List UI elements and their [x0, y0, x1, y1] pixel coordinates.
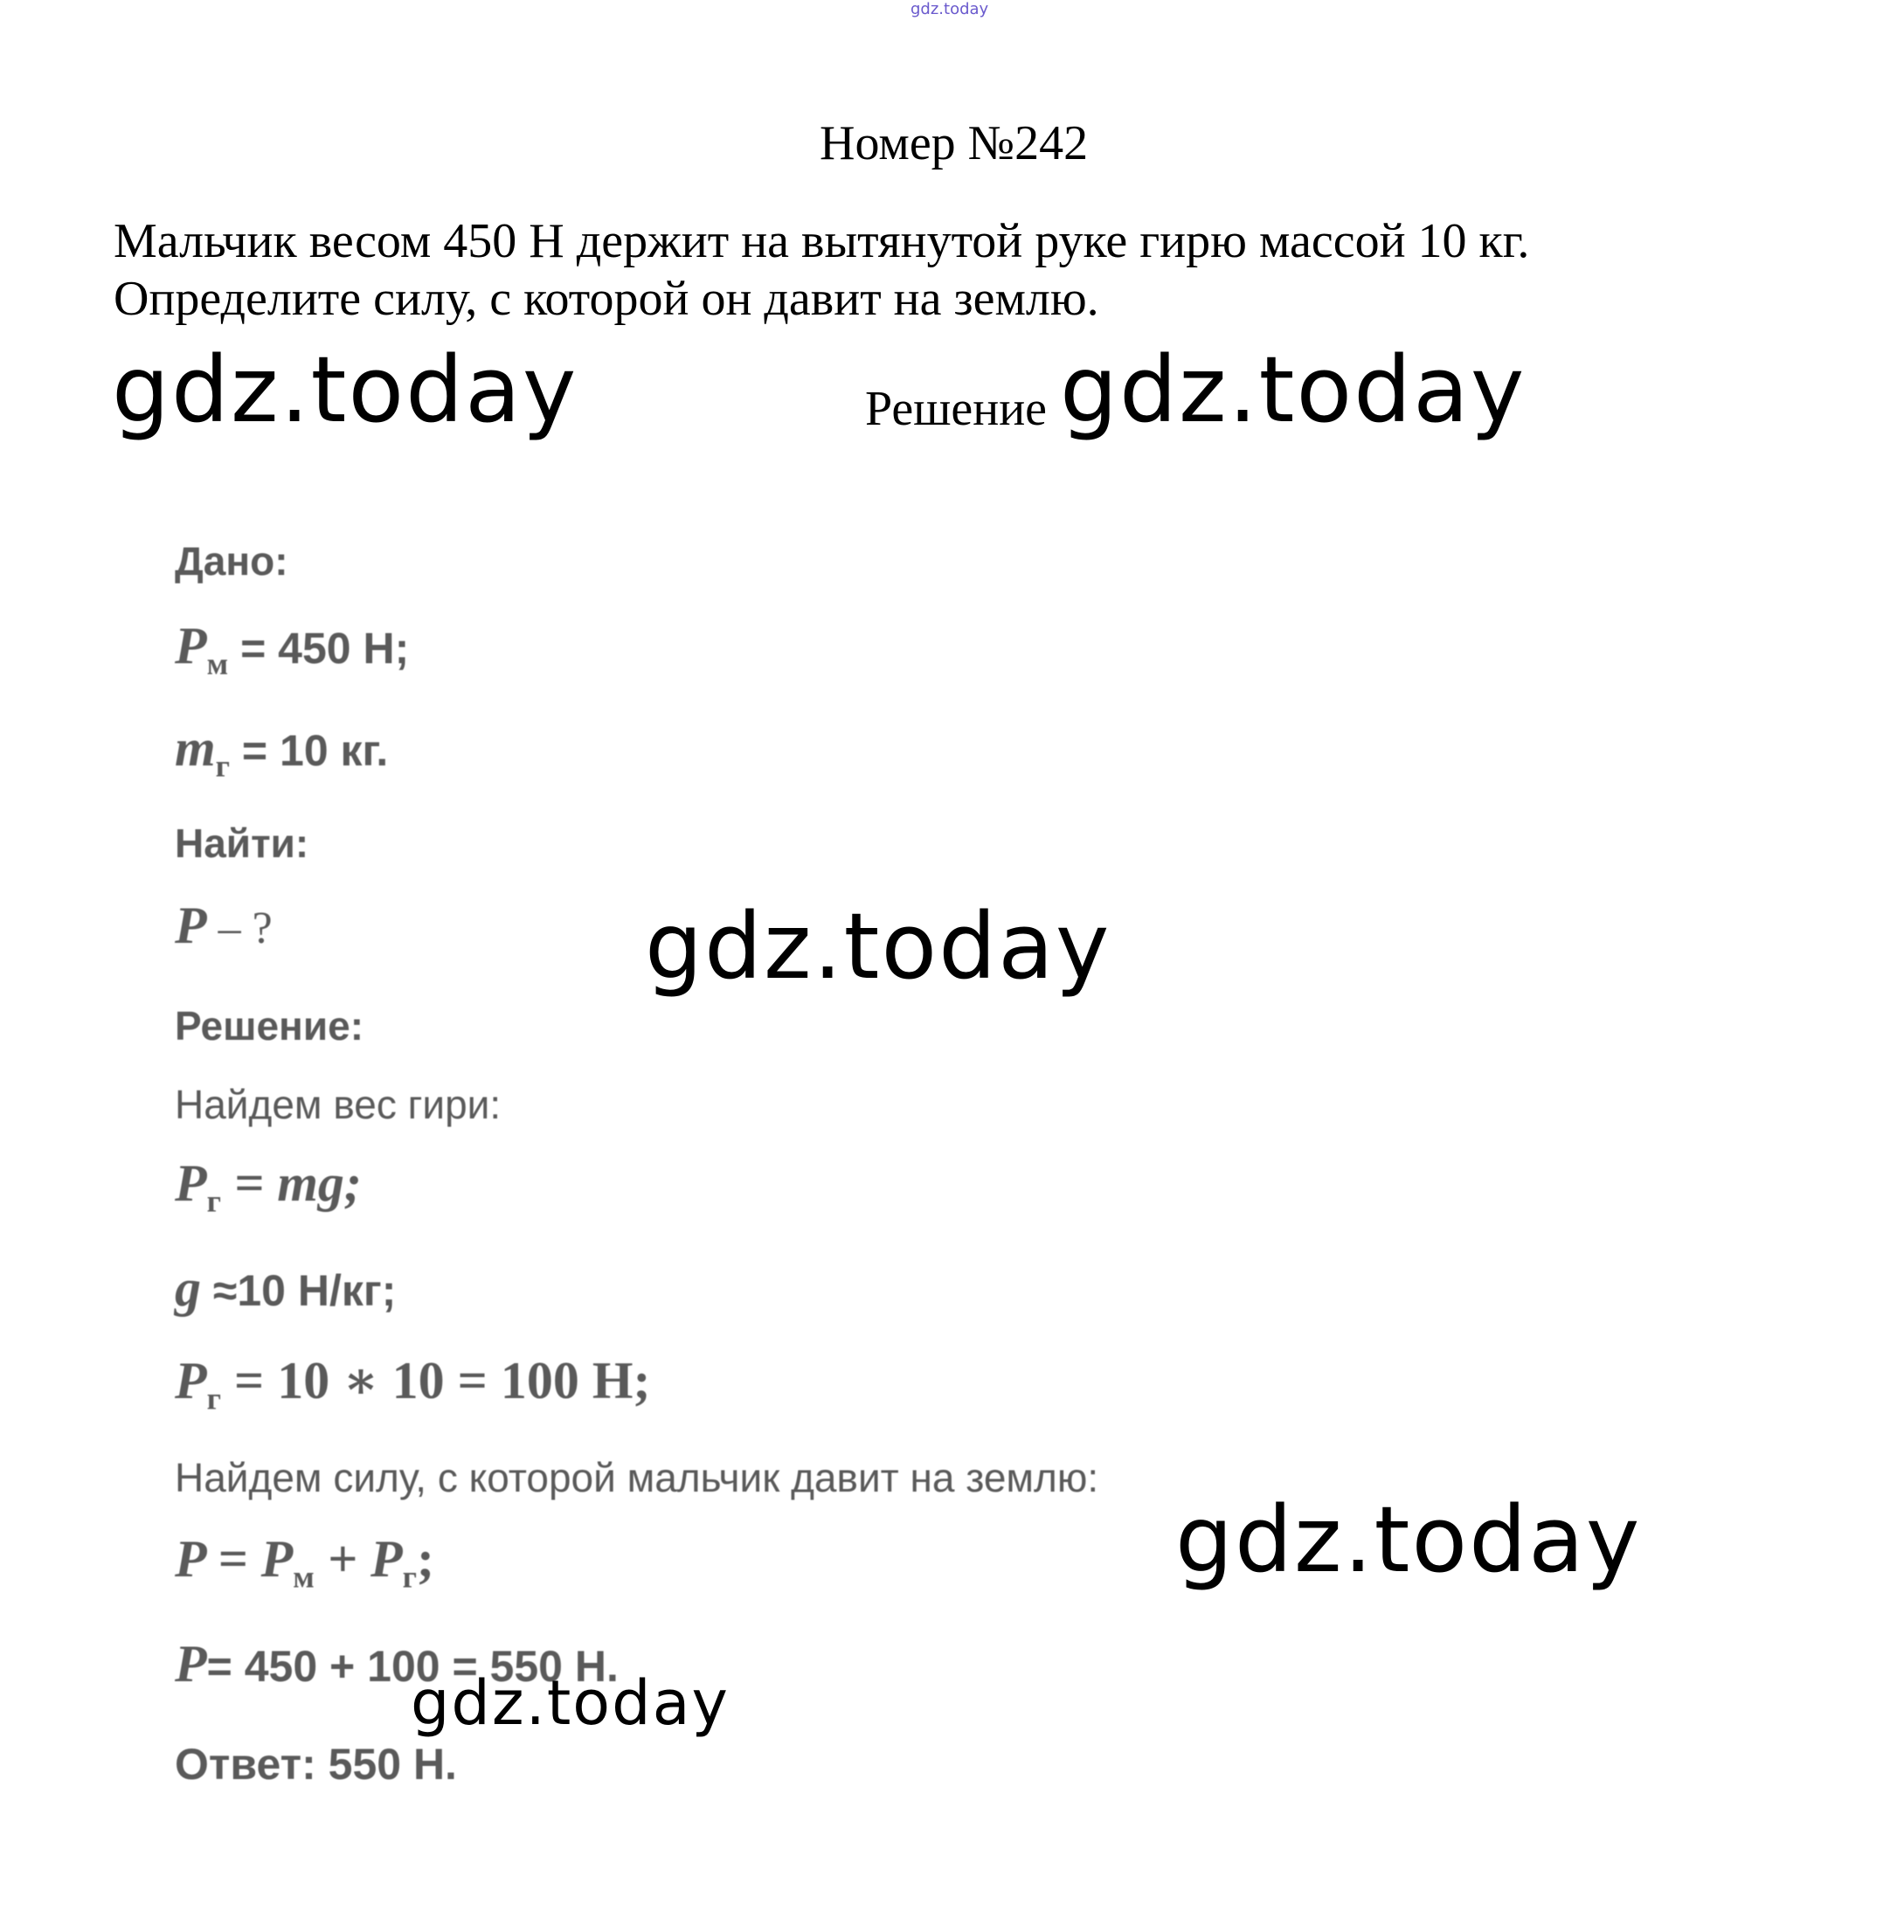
watermark-4: gdz.today: [1175, 1486, 1642, 1593]
given1-subscript: м: [206, 646, 229, 682]
formula-3: [175, 1529, 434, 1596]
find-rest: – ?: [206, 904, 273, 953]
find-heading: Найти:: [175, 821, 309, 866]
g-symbol: g: [175, 1259, 201, 1317]
watermark-5: gdz.today: [411, 1667, 730, 1739]
problem-line-2: Определите силу, с которой он давит на землю.: [114, 272, 1099, 326]
step1-text: Найдем вес гири:: [175, 1082, 502, 1127]
f1-subscript: г: [206, 1183, 222, 1219]
watermark-2: gdz.today: [1060, 336, 1527, 443]
f3-subscript-1: м: [293, 1559, 315, 1595]
f3-end: ;: [417, 1530, 434, 1588]
g-value: ≈10 Н/кг;: [201, 1266, 397, 1315]
f3-lhs: P = P: [175, 1530, 294, 1588]
f3-subscript-2: г: [402, 1559, 417, 1595]
f4-symbol: P: [175, 1635, 207, 1693]
given2-symbol: m: [175, 719, 216, 777]
watermark-3: gdz.today: [645, 893, 1111, 1000]
answer-line: Ответ: 550 Н.: [175, 1740, 457, 1789]
given2-subscript: г: [215, 748, 231, 784]
formula-1: [175, 1153, 362, 1220]
given2-value: = 10 кг.: [230, 726, 389, 775]
formula-2: [175, 1350, 651, 1417]
f1-symbol: P: [175, 1154, 207, 1212]
f4-rest: = 450 + 100 = 550 Н.: [206, 1642, 619, 1691]
watermark-1: gdz.today: [112, 336, 578, 443]
f2-symbol: P: [175, 1352, 207, 1409]
find-line: [175, 896, 273, 956]
g-line: [175, 1258, 396, 1319]
solution-heading: Решение:: [175, 1003, 364, 1049]
f2-subscript: г: [206, 1381, 222, 1416]
f1-rest: = mg;: [221, 1154, 362, 1212]
step2-text: Найдем силу, с которой мальчик давит на землю:: [175, 1455, 1099, 1500]
given-heading: Дано:: [175, 538, 288, 584]
solution-label: Решение: [865, 382, 1048, 436]
f3-mid: + P: [314, 1530, 403, 1588]
given-line-1: [175, 616, 409, 682]
given-line-2: [175, 718, 388, 785]
page-title: Номер №242: [820, 116, 1089, 170]
problem-line-1: Мальчик весом 450 Н держит на вытянутой руке гирю массой 10 кг.: [114, 214, 1530, 268]
f2-rest: = 10 ∗ 10 = 100 Н;: [221, 1352, 651, 1409]
given1-value: = 450 Н;: [228, 624, 410, 673]
find-symbol: P: [175, 897, 207, 954]
watermark-top: gdz.today: [910, 0, 989, 18]
given1-symbol: P: [175, 617, 207, 675]
